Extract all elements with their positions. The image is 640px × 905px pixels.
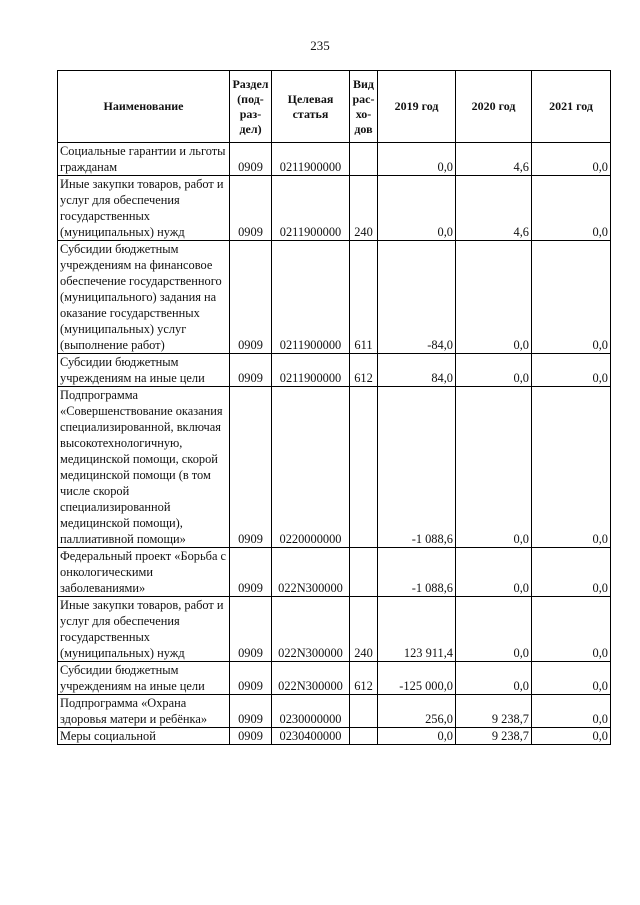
cell-section: 0909 (230, 548, 272, 597)
cell-2019: 0,0 (378, 176, 456, 241)
cell-2019: 256,0 (378, 695, 456, 728)
budget-table (57, 70, 611, 745)
cell-2019: -1 088,6 (378, 548, 456, 597)
cell-name: Субсидии бюджетным учреждениям на иные цели (58, 662, 230, 695)
cell-type: 240 (350, 176, 378, 241)
cell-2021: 0,0 (532, 354, 611, 387)
cell-2021: 0,0 (532, 548, 611, 597)
cell-2020: 4,6 (456, 143, 532, 176)
table-row (58, 597, 611, 662)
cell-type: 612 (350, 662, 378, 695)
cell-type: 612 (350, 354, 378, 387)
cell-type: 240 (350, 597, 378, 662)
cell-target: 0211900000 (272, 143, 350, 176)
cell-section: 0909 (230, 387, 272, 548)
header-target: Целевая статья (272, 71, 350, 143)
table-row (58, 241, 611, 354)
cell-section: 0909 (230, 695, 272, 728)
cell-2020: 4,6 (456, 176, 532, 241)
cell-2021: 0,0 (532, 387, 611, 548)
cell-2021: 0,0 (532, 176, 611, 241)
cell-2021: 0,0 (532, 143, 611, 176)
cell-2020: 0,0 (456, 387, 532, 548)
cell-target: 022N300000 (272, 662, 350, 695)
table-row (58, 728, 611, 745)
cell-2020: 0,0 (456, 241, 532, 354)
cell-target: 022N300000 (272, 548, 350, 597)
cell-name: Федеральный проект «Борьба с онкологическими заболеваниями» (58, 548, 230, 597)
table-row (58, 354, 611, 387)
cell-section: 0909 (230, 241, 272, 354)
cell-target: 022N300000 (272, 597, 350, 662)
cell-type: 611 (350, 241, 378, 354)
cell-name: Подпрограмма «Совершенствование оказания специализированной, включая высокотехнологичную, медицинской помощи, скорой медицинской помощи (в том числе скорой специализированной медицинской помощи), паллиативной помощи» (58, 387, 230, 548)
cell-2021: 0,0 (532, 241, 611, 354)
table-row (58, 387, 611, 548)
cell-2021: 0,0 (532, 728, 611, 745)
cell-type (350, 143, 378, 176)
cell-name: Субсидии бюджетным учреждениям на финансовое обеспечение государственного (муниципального) задания на оказание государственных (муниципальных) услуг (выполнение работ) (58, 241, 230, 354)
cell-name: Иные закупки товаров, работ и услуг для обеспечения государственных (муниципальных) нужд (58, 597, 230, 662)
cell-2020: 0,0 (456, 354, 532, 387)
cell-2020: 9 238,7 (456, 728, 532, 745)
cell-section: 0909 (230, 728, 272, 745)
table-row (58, 695, 611, 728)
header-2019: 2019 год (378, 71, 456, 143)
cell-target: 0211900000 (272, 241, 350, 354)
cell-2020: 0,0 (456, 548, 532, 597)
cell-2020: 9 238,7 (456, 695, 532, 728)
cell-type (350, 548, 378, 597)
header-name: Наименование (58, 71, 230, 143)
cell-target: 0220000000 (272, 387, 350, 548)
cell-target: 0211900000 (272, 176, 350, 241)
cell-type (350, 695, 378, 728)
cell-2019: 84,0 (378, 354, 456, 387)
table-row (58, 176, 611, 241)
cell-2021: 0,0 (532, 597, 611, 662)
cell-target: 0230000000 (272, 695, 350, 728)
cell-2019: 123 911,4 (378, 597, 456, 662)
table-header-row (58, 71, 611, 143)
cell-2019: 0,0 (378, 143, 456, 176)
cell-2020: 0,0 (456, 662, 532, 695)
cell-2019: -84,0 (378, 241, 456, 354)
cell-name: Подпрограмма «Охрана здоровья матери и ребёнка» (58, 695, 230, 728)
cell-2019: -1 088,6 (378, 387, 456, 548)
cell-target: 0211900000 (272, 354, 350, 387)
header-section: Раздел (под-раз-дел) (230, 71, 272, 143)
table-row (58, 143, 611, 176)
cell-name: Иные закупки товаров, работ и услуг для обеспечения государственных (муниципальных) нужд (58, 176, 230, 241)
table-row (58, 662, 611, 695)
cell-2019: 0,0 (378, 728, 456, 745)
cell-section: 0909 (230, 597, 272, 662)
cell-2021: 0,0 (532, 695, 611, 728)
header-2020: 2020 год (456, 71, 532, 143)
cell-name: Социальные гарантии и льготы гражданам (58, 143, 230, 176)
cell-2019: -125 000,0 (378, 662, 456, 695)
cell-name: Меры социальной (58, 728, 230, 745)
cell-2021: 0,0 (532, 662, 611, 695)
header-2021: 2021 год (532, 71, 611, 143)
cell-section: 0909 (230, 143, 272, 176)
cell-type (350, 387, 378, 548)
cell-section: 0909 (230, 662, 272, 695)
cell-section: 0909 (230, 354, 272, 387)
header-type: Вид рас-хо-дов (350, 71, 378, 143)
page-number: 235 (310, 38, 330, 53)
table-row (58, 548, 611, 597)
cell-type (350, 728, 378, 745)
cell-target: 0230400000 (272, 728, 350, 745)
cell-section: 0909 (230, 176, 272, 241)
cell-name: Субсидии бюджетным учреждениям на иные цели (58, 354, 230, 387)
cell-2020: 0,0 (456, 597, 532, 662)
